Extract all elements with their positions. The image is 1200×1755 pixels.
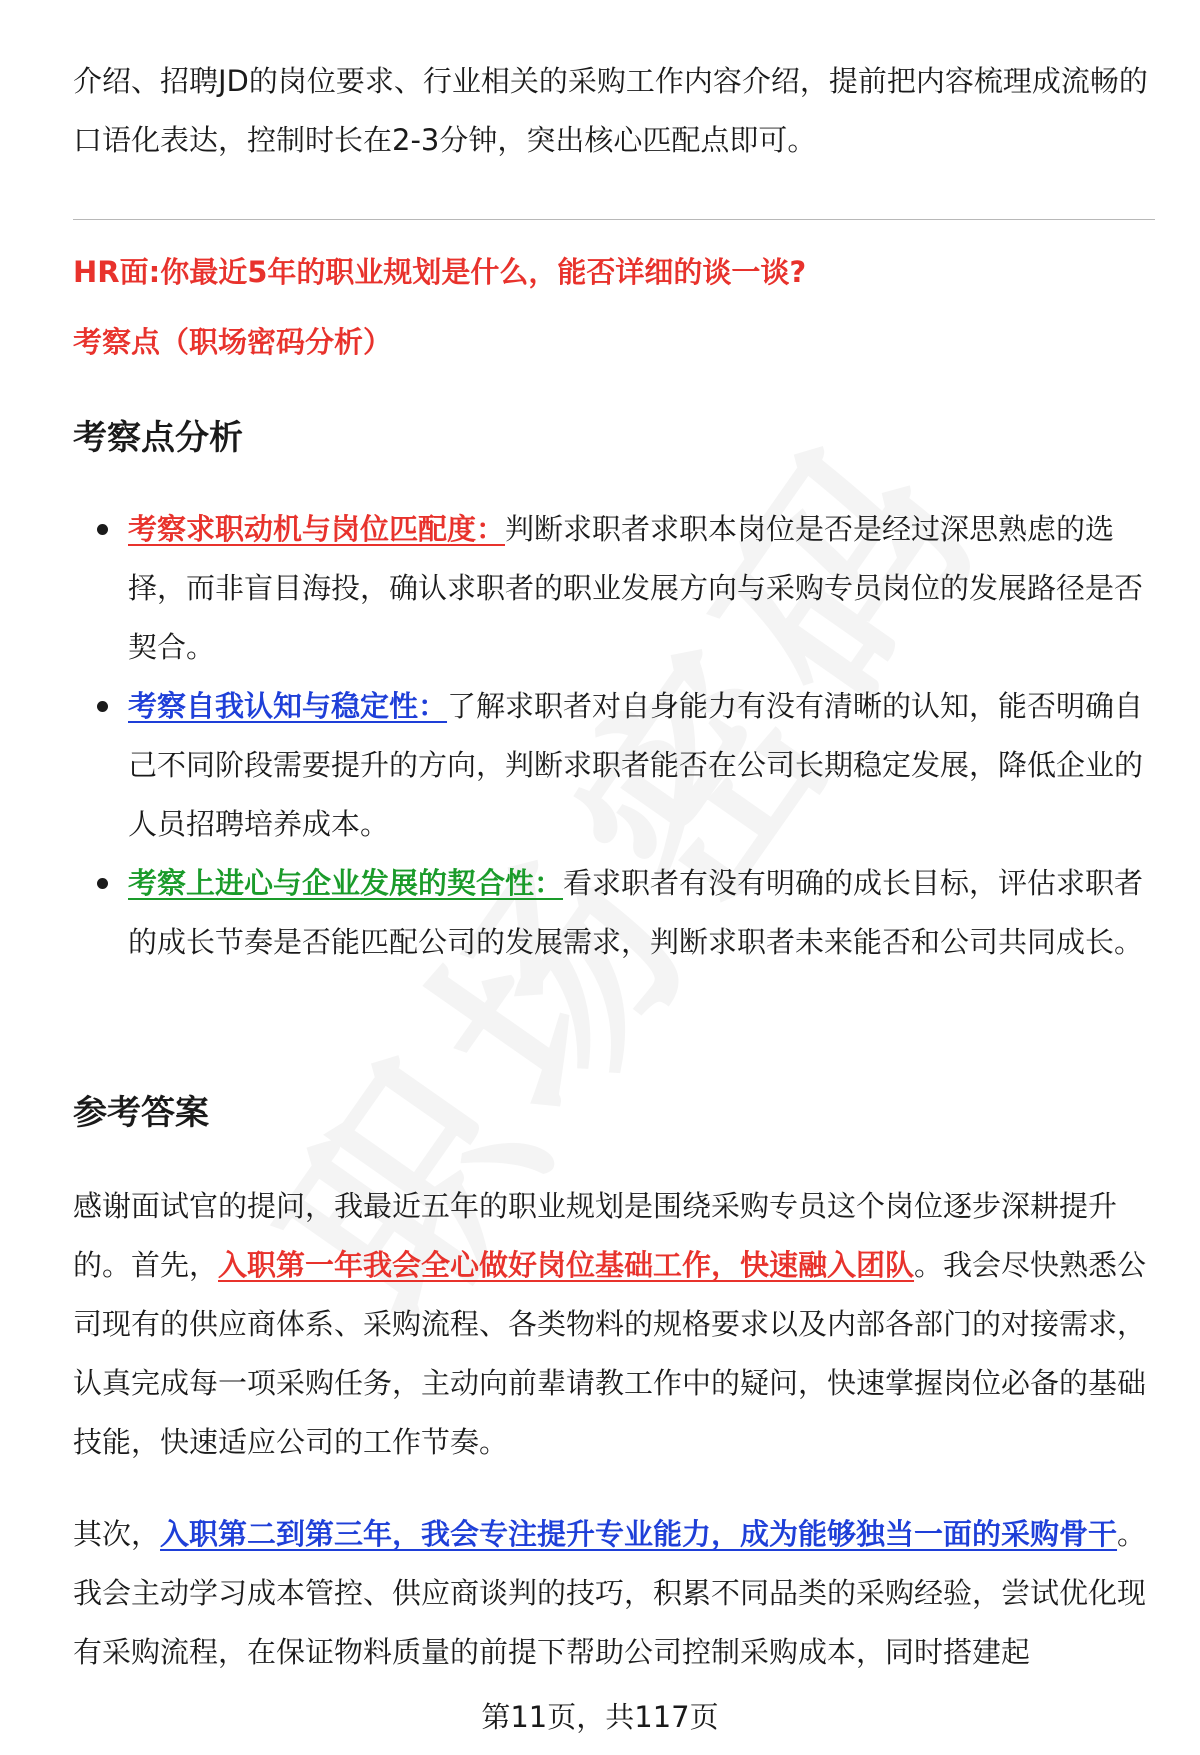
bullet-icon	[97, 701, 108, 712]
question-title: HR面:你最近5年的职业规划是什么，能否详细的谈一谈?	[73, 255, 807, 289]
point-label: 考察上进心与企业发展的契合性：	[128, 866, 564, 900]
point-text: 了解求职者对自身能力有没有清晰的认知，能否明确自己不同阶段需要提升的方向，判断求职者能否在公司长期稳定发展，降低企业的人员招聘培养成本。	[128, 689, 1144, 841]
answer-text: 。我会尽快熟悉公司现有的供应商体系、采购流程、各类物料的规格要求以及内部各部门的对接需求，认真完成每一项采购任务，主动向前辈请教工作中的疑问，快速掌握岗位必备的基础技能，快速适应公司的工作节奏。	[73, 1248, 1147, 1459]
analysis-list	[73, 500, 1153, 972]
point-label: 考察求职动机与岗位匹配度：	[128, 512, 506, 546]
analysis-heading: 考察点分析	[73, 418, 243, 458]
list-item	[73, 500, 1153, 677]
page-number: 第11页，共117页	[481, 1700, 719, 1734]
answer-text: 感谢面试官的提问，我最近五年的职业规划是围绕采购专员这个岗位逐步深耕提升的。首先，	[73, 1189, 1118, 1282]
divider	[73, 219, 1155, 220]
answer-highlight: 入职第一年我会全心做好岗位基础工作，快速融入团队	[218, 1248, 915, 1282]
answer-text: 。我会主动学习成本管控、供应商谈判的技巧，积累不同品类的采购经验，尝试优化现有采购流程，在保证物料质量的前提下帮助公司控制采购成本，同时搭建起	[73, 1517, 1147, 1669]
bullet-icon	[97, 524, 108, 535]
answer-heading: 参考答案	[73, 1093, 209, 1133]
point-text: 判断求职者求职本岗位是否是经过深思熟虑的选择，而非盲目海投，确认求职者的职业发展方向与采购专员岗位的发展路径是否契合。	[128, 512, 1144, 664]
answer-paragraph-1	[73, 1177, 1163, 1472]
list-item	[73, 677, 1153, 854]
intro-paragraph: 介绍、招聘JD的岗位要求、行业相关的采购工作内容介绍，提前把内容梳理成流畅的口语化表达，控制时长在2-3分钟，突出核心匹配点即可。	[73, 64, 1148, 157]
list-item	[73, 854, 1153, 972]
point-label: 考察自我认知与稳定性：	[128, 689, 448, 723]
answer-paragraph-2	[73, 1505, 1163, 1682]
answer-highlight: 入职第二到第三年，我会专注提升专业能力，成为能够独当一面的采购骨干	[160, 1517, 1118, 1551]
point-text: 看求职者有没有明确的成长目标，评估求职者的成长节奏是否能匹配公司的发展需求，判断求职者未来能否和公司共同成长。	[128, 866, 1144, 959]
answer-text: 其次，	[73, 1517, 161, 1551]
bullet-icon	[97, 878, 108, 889]
exam-point-label: 考察点（职场密码分析）	[73, 325, 393, 359]
